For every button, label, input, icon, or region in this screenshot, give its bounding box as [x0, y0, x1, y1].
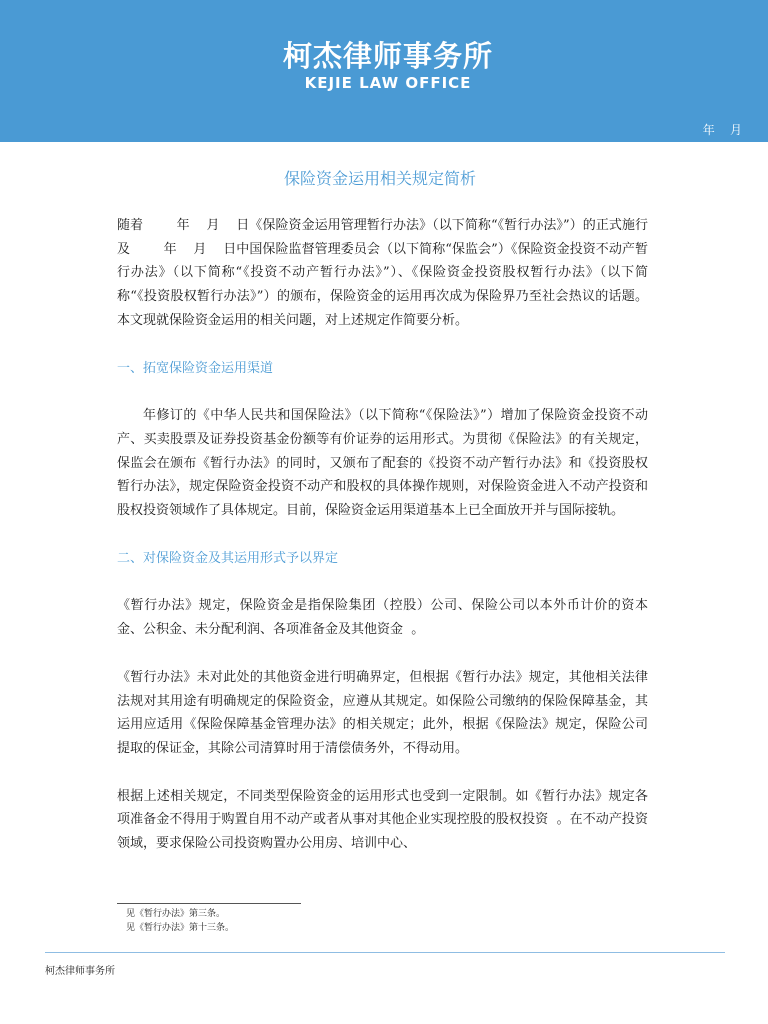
letterhead-date: 年 月: [702, 123, 742, 137]
intro-paragraph: 随着 年 月 日《保险资金运用管理暂行办法》（以下简称“《暂行办法》”）的正式施行及 年 月 日中国保险监督管理委员会（以下简称“保监会”）《保险资金投资不动产暂行办法》（以下简称“《投资不动产暂行办法》”）、《保险资金投资股权暂行办法》（以下简称“《投资股权暂行办法》”）的颁布，保险资金的运用再次成为保险界乃至社会热议的话题。本文现就保险资金运用的相关问题，对上述规定作简要分析。: [117, 218, 648, 328]
firm-logo-chinese: 柯杰律师事务所: [282, 39, 493, 73]
document-title: 保险资金运用相关规定简析: [283, 169, 476, 188]
section-1-paragraph: 年修订的《中华人民共和国保险法》（以下简称“《保险法》”）增加了保险资金投资不动产、买卖股票及证券投资基金份额等有价证券的运用形式。为贯彻《保险法》的有关规定，保监会在颁布《暂行办法》的同时，又颁布了配套的《投资不动产暂行办法》和《投资股权暂行办法》，规定保险资金投资不动产和股权的具体操作规则，对保险资金进入不动产投资和股权投资领域作了具体规定。目前，保险资金运用渠道基本上已全面放开并与国际接轨。: [117, 408, 648, 519]
footer-divider: [45, 952, 725, 953]
section-heading-2: 二、对保险资金及其运用形式予以界定: [117, 550, 339, 566]
section-2-paragraph-3: 根据上述相关规定，不同类型保险资金的运用形式也受到一定限制。如《暂行办法》规定各项准备金不得用于购置自用不动产或者从事对其他企业实现控股的股权投资 。在不动产投资领域，要求保险公司投资购置办公用房、培训中心、: [117, 788, 648, 852]
section-2-paragraph-1: 《暂行办法》规定，保险资金是指保险集团（控股）公司、保险公司以本外币计价的资本金、公积金、未分配利润、各项准备金及其他资金 。: [117, 598, 648, 638]
document-body: [117, 214, 648, 880]
footnote-1: 见《暂行办法》第三条。: [126, 909, 226, 919]
section-heading-1: 一、拓宽保险资金运用渠道: [117, 360, 274, 376]
footnote-2: 见《暂行办法》第十三条。: [126, 923, 235, 933]
footer-firm-name: 柯杰律师事务所: [45, 966, 115, 977]
firm-logo-english: KEJIE LAW OFFICE: [304, 74, 472, 92]
section-2-paragraph-2: 《暂行办法》未对此处的其他资金进行明确界定，但根据《暂行办法》规定，其他相关法律法规对其用途有明确规定的保险资金，应遵从其规定。如保险公司缴纳的保险保障基金，其运用应适用《保险保障基金管理办法》的相关规定；此外，根据《保险法》规定，保险公司提取的保证金，其除公司清算时用于清偿债务外，不得动用。: [117, 669, 648, 756]
footnote-separator: [117, 903, 301, 904]
footnotes: [126, 907, 234, 935]
